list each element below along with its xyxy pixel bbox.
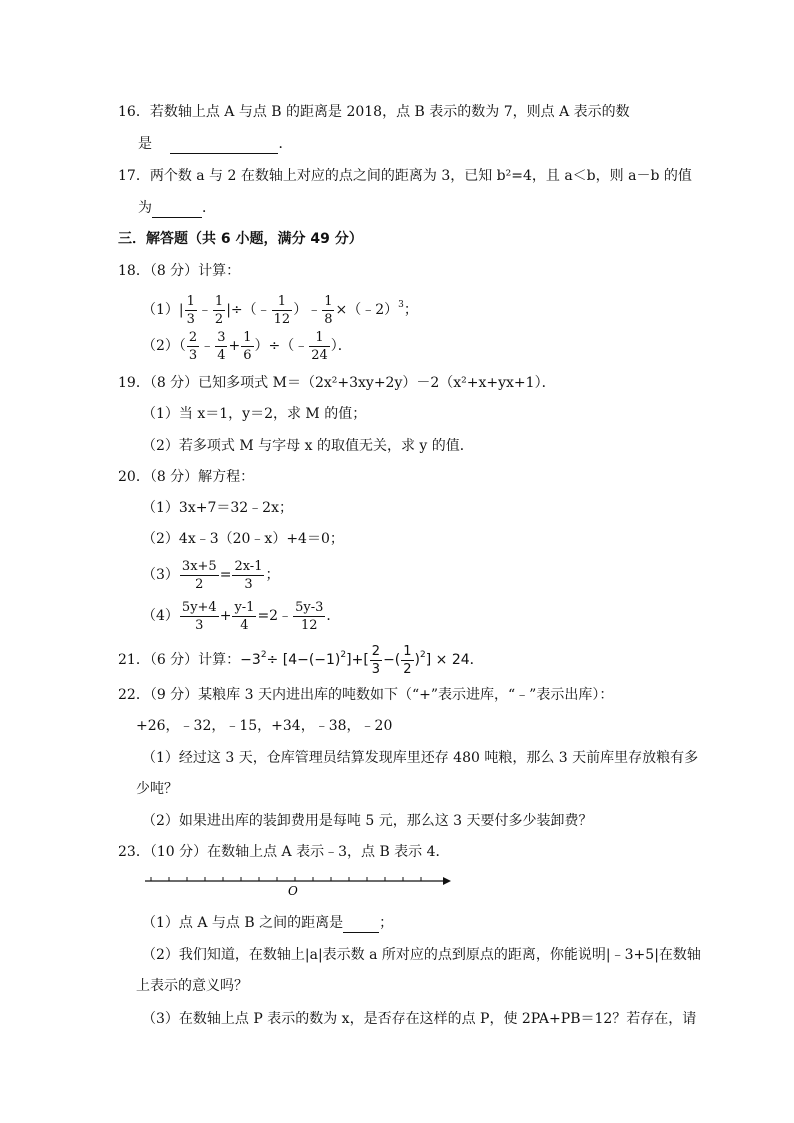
fraction: $\frac{1}{12}$ — [273, 293, 291, 327]
q17-line1: 17．两个数 a 与 2 在数轴上对应的点之间的距离为 3，已知 b²=4，且 a＜b，则 a－b 的值 — [118, 168, 692, 184]
fraction: $\frac{1}{3}$ — [186, 293, 195, 327]
q20-part3: （3） $\frac{3x+5}{2}$ = $\frac{2x-1}{3}$ ； — [142, 558, 280, 592]
q22-part2: （2）如果进出库的装卸费用是每吨 5 元，那么这 3 天要付多少装卸费？ — [142, 813, 593, 829]
q18-part2: （2）（ $\frac{2}{3}$ ﹣ $\frac{3}{4}$ + $\frac{1}{6}$ ）÷（﹣ $\frac{1}{24}$ ）． — [142, 329, 352, 363]
section-title: 三．解答题（共 6 小题，满分 49 分） — [118, 231, 363, 247]
q23-part1: （1）点 A 与点 B 之间的距离是 ； — [142, 915, 394, 931]
q17-line2: 为 ． — [138, 200, 216, 216]
q22-part1-line2: 少吨？ — [136, 781, 178, 797]
fraction: $\frac{1}{6}$ — [243, 329, 252, 363]
origin-label: O — [288, 884, 298, 897]
q20-part2: （2）4x﹣3（20﹣x）+4＝0； — [142, 531, 344, 547]
fraction: $\frac{3}{4}$ — [217, 329, 226, 363]
q20-title: 20．（8 分）解方程： — [118, 469, 255, 485]
q21-line: 21．（6 分）计算：$-3^2\div [4-(-1)^2]+$[ $\frac{2}{3}$ −( $\frac{1}{2}$ )$^2$] × 24． — [118, 643, 484, 677]
fraction: $\frac{1}{2}$ — [214, 293, 224, 327]
q16-line2: 是 ． — [138, 136, 293, 152]
q23-part2-line1: （2）我们知道，在数轴上|a|表示数 a 所对应的点到原点的距离，你能说明|﹣3+5|在数轴 — [142, 947, 701, 963]
fraction: $\frac{y-1}{4}$ — [234, 599, 255, 633]
q20-part1: （1）3x+7＝32﹣2x； — [142, 500, 293, 516]
answer-blank-23[interactable] — [343, 914, 379, 933]
q18-part1: （1）| $\frac{1}{3}$ ﹣ $\frac{1}{2}$ |÷（﹣ $\frac{1}{12}$ ）﹣ $\frac{1}{8}$ ×（﹣2）$^3$； — [142, 293, 418, 327]
number-line — [145, 875, 455, 897]
answer-blank-17[interactable] — [152, 199, 202, 218]
q22-data: +26，﹣32，﹣15，+34，﹣38，﹣20 — [136, 718, 393, 734]
q20-part4: （4） $\frac{5y+4}{3}$ + $\frac{y-1}{4}$ =2﹣ $\frac{5y-3}{12}$ ． — [142, 599, 341, 633]
q23-title: 23．（10 分）在数轴上点 A 表示﹣3，点 B 表示 4． — [118, 844, 450, 860]
fraction: $\frac{2}{3}$ — [371, 643, 381, 677]
fraction: $\frac{2}{3}$ — [188, 329, 198, 363]
answer-blank-16[interactable] — [170, 135, 278, 154]
fraction: $\frac{1}{2}$ — [403, 643, 412, 677]
fraction: $\frac{3x+5}{2}$ — [181, 558, 217, 592]
q19-part2: （2）若多项式 M 与字母 x 的取值无关，求 y 的值． — [142, 438, 474, 454]
fraction: $\frac{5y+4}{3}$ — [181, 599, 217, 633]
q19-part1: （1）当 x＝1，y＝2，求 M 的值； — [142, 406, 367, 422]
q22-part1-line1: （1）经过这 3 天，仓库管理员结算发现库里还存 480 吨粮，那么 3 天前库里存放粮有多 — [142, 750, 699, 766]
fraction: $\frac{1}{24}$ — [311, 329, 328, 363]
q23-part3: （3）在数轴上点 P 表示的数为 x，是否存在这样的点 P，使 2PA+PB＝12？若存在，请 — [142, 1011, 697, 1027]
q23-part2-line2: 上表示的意义吗？ — [136, 978, 248, 994]
fraction: $\frac{5y-3}{12}$ — [295, 599, 324, 633]
q16-line1: 16．若数轴上点 A 与点 B 的距离是 2018，点 B 表示的数为 7，则点 A 表示的数 — [118, 104, 630, 120]
q18-title: 18．（8 分）计算： — [118, 263, 241, 279]
fraction: $\frac{2x-1}{3}$ — [234, 558, 263, 592]
fraction: $\frac{1}{8}$ — [324, 293, 333, 327]
q19-title: 19．（8 分）已知多项式 M＝（2x²+3xy+2y）－2（x²+x+yx+1）． — [118, 375, 556, 391]
q22-title: 22．（9 分）某粮库 3 天内进出库的吨数如下（“+”表示进库，“﹣”表示出库）： — [118, 687, 614, 703]
